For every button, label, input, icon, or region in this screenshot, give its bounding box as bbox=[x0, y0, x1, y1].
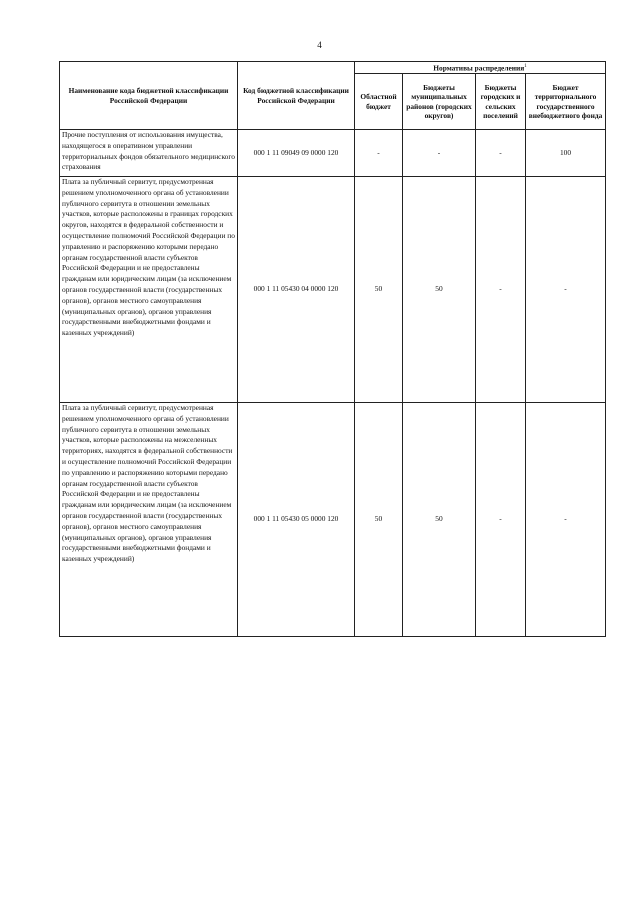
header-code: Код бюджетной классификации Российской Федерации bbox=[238, 62, 355, 130]
row-municipal: - bbox=[403, 130, 476, 177]
header-distribution-group bbox=[355, 62, 606, 74]
row-fund: - bbox=[526, 403, 606, 637]
table-row bbox=[60, 177, 606, 403]
header-group-label: Нормативы распределения bbox=[433, 63, 525, 73]
row-municipal: 50 bbox=[403, 177, 476, 403]
row-regional: - bbox=[355, 130, 403, 177]
header-fund: Бюджет территориального государственного внебюджетного фонда bbox=[526, 74, 606, 130]
row-settlements: - bbox=[476, 177, 526, 403]
header-municipal: Бюджеты муниципальных районов (городских округов) bbox=[403, 74, 476, 130]
row-fund: 100 bbox=[526, 130, 606, 177]
row-name: Прочие поступления от использования имущества, находящегося в оперативном управлении территориальных фондов обязательного медицинского страхования bbox=[60, 130, 238, 177]
row-code: 000 1 11 05430 04 0000 120 bbox=[238, 177, 355, 403]
header-settlements: Бюджеты городских и сельских поселений bbox=[476, 74, 526, 130]
table-row bbox=[60, 403, 606, 637]
row-municipal: 50 bbox=[403, 403, 476, 637]
row-fund: - bbox=[526, 177, 606, 403]
row-settlements: - bbox=[476, 130, 526, 177]
row-regional: 50 bbox=[355, 177, 403, 403]
row-name: Плата за публичный сервитут, предусмотренная решением уполномоченного органа об установлении публичного сервитута в отношении земельных участков, которые расположены в границах городских округов, находятся в федеральной собственности и осуществление полномочий Российской Федерации по управлению и распоряжению которыми передано органам государственной власти субъектов Российской Федерации и не предоставлены гражданам или юридическим лицам (за исключением органов государственной власти (государственных органов), органов местного самоуправления (муниципальных органов), органов управления государственными внебюджетными фондами и казенных учреждений) bbox=[60, 177, 238, 403]
row-settlements: - bbox=[476, 403, 526, 637]
distribution-table bbox=[59, 61, 606, 637]
row-name: Плата за публичный сервитут, предусмотренная решением уполномоченного органа об установлении публичного сервитута в отношении земельных участков, которые расположены на межселенных территориях, находятся в федеральной собственности и осуществление полномочий Российской Федерации по управлению и распоряжению которыми передано органам государственной власти субъектов Российской Федерации и не предоставлены гражданам или юридическим лицам (за исключением органов государственной власти (государственных органов), органов местного самоуправления (муниципальных органов), органов управления государственными внебюджетными фондами и казенных учреждений) bbox=[60, 403, 238, 637]
header-regional: Областной бюджет bbox=[355, 74, 403, 130]
footnote-marker: 1 bbox=[524, 64, 527, 70]
page-number: 4 bbox=[317, 40, 322, 50]
row-code: 000 1 11 05430 05 0000 120 bbox=[238, 403, 355, 637]
header-name: Наименование кода бюджетной классификации Российской Федерации bbox=[60, 62, 238, 130]
table-row bbox=[60, 130, 606, 177]
row-regional: 50 bbox=[355, 403, 403, 637]
row-code: 000 1 11 09049 09 0000 120 bbox=[238, 130, 355, 177]
